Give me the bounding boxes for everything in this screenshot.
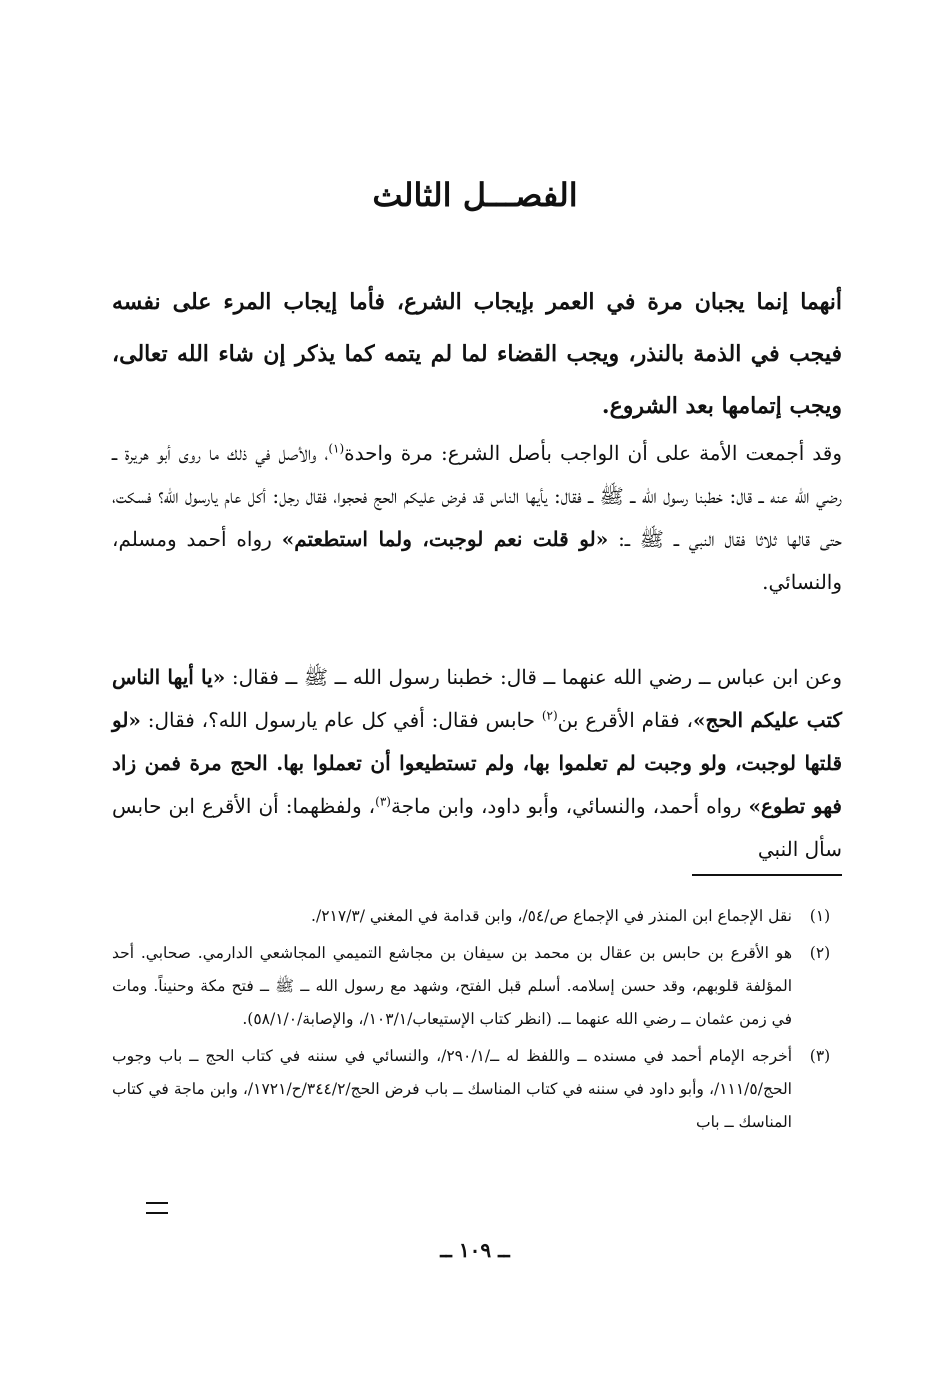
- footnote-ref-2[interactable]: (٢): [541, 708, 558, 723]
- chapter-title: الفصـــل الثالث: [372, 176, 578, 214]
- thesis-statement: أنهما إنما يجبان مرة في العمر بإيجاب الشرع، فأما إيجاب المرء على نفسه فيجب في الذمة بالنذر، ويجب القضاء لما لم يتمه كما يذكر إن شاء الله تعالى، ويجب إتمامها بعد الشروع.: [112, 289, 842, 419]
- paragraph-text: ، والأصل في ذلك ما روى أبو هريرة ــ رضي الله عنه ــ قال: خطبنا رسول الله ــ ﷺ ــ فقال: يأيها الناس قد فرض عليكم الحج فحجوا، فقال رجل: أكل عام يارسول الله؟ فسكت، حتى قالها ثلاثا فقال النبي ــ ﷺ ــ:: [112, 441, 842, 551]
- footnote-number: (١): [809, 907, 831, 925]
- paragraph-text: ، فقام الأقرع بن: [557, 708, 694, 732]
- footnote-ref-1[interactable]: (١): [328, 441, 345, 456]
- footnote-text: هو الأقرع بن حابس بن عقال بن محمد بن سيفان بن مجاشع التميمي المجاشعي الدارمي. صحابي. أحد المؤلفة قلوبهم، وقد حسن إسلامه. أسلم قبل الفتح، وشهد مع رسول الله ــ ﷺ ــ فتح مكة وحنيناً. ومات في زمن عثمان ــ رضي الله عنهما ــ. (انظر كتاب الإستيعاب/١٠٣/١/، والإصابة/٥٨/١/٠).: [112, 944, 792, 1028]
- hadith-quote: «يا أيها الناس كتب عليكم الحج»: [112, 665, 842, 732]
- paragraph-text: رواه أحمد، والنسائي، وأبو داود، وابن ماجة: [390, 794, 749, 818]
- footnote-2: [112, 937, 842, 1036]
- paragraph-ibn-abbas: [112, 656, 842, 871]
- paragraph-text: رواه أحمد ومسلم، والنسائي.: [112, 527, 842, 594]
- footnote-ref-3[interactable]: (٣): [375, 794, 391, 809]
- footnote-1: [112, 900, 842, 933]
- paragraph-ijma: [112, 432, 842, 604]
- hadith-quote: «لو قلت نعم لوجبت، ولما استطعتم»: [281, 527, 609, 551]
- footnote-3: [112, 1040, 842, 1139]
- footnote-number: (٣): [809, 1047, 831, 1065]
- hadith-quote: «لو قلتها لوجبت، ولو وجبت لم تعلموا بها، ولم تستطيعوا أن تعملوا بها. الحج مرة فمن زاد فهو تطوع»: [112, 708, 842, 818]
- footnote-divider: [692, 874, 842, 876]
- footnote-text: نقل الإجماع ابن المنذر في الإجماع ص/٥٤/، وابن قدامة في المغني /٢١٧/٣/.: [311, 907, 792, 925]
- footnote-number: (٢): [809, 944, 831, 962]
- footnote-text: أخرجه الإمام أحمد في مسنده ــ واللفظ له ــ/٢٩٠/١/، والنسائي في سننه في كتاب الحج ــ باب وجوب الحج/١١١/٥/، وأبو داود في سننه في كتاب المناسك ــ باب فرض الحج/٣٤٤/٢/ح/١٧٢١/، وابن ماجة في كتاب المناسك ــ باب: [112, 1047, 793, 1131]
- paragraph-text: وعن ابن عباس ــ رضي الله عنهما ــ قال: خطبنا رسول الله ــ ﷺ ــ فقال:: [225, 665, 843, 689]
- paragraph-text: وقد أجمعت الأمة على أن الواجب بأصل الشرع: مرة واحدة: [344, 441, 842, 465]
- footnotes-section: [112, 900, 842, 1143]
- page-number: ــ ١٠٩ ــ: [440, 1238, 510, 1262]
- paragraph-text: ، ولفظهما: أن الأقرع ابن حابس سأل النبي: [112, 794, 842, 861]
- paragraph-text: حابس فقال: أفي كل عام يارسول الله؟، فقال:: [140, 708, 542, 732]
- continuation-mark: [146, 1202, 168, 1214]
